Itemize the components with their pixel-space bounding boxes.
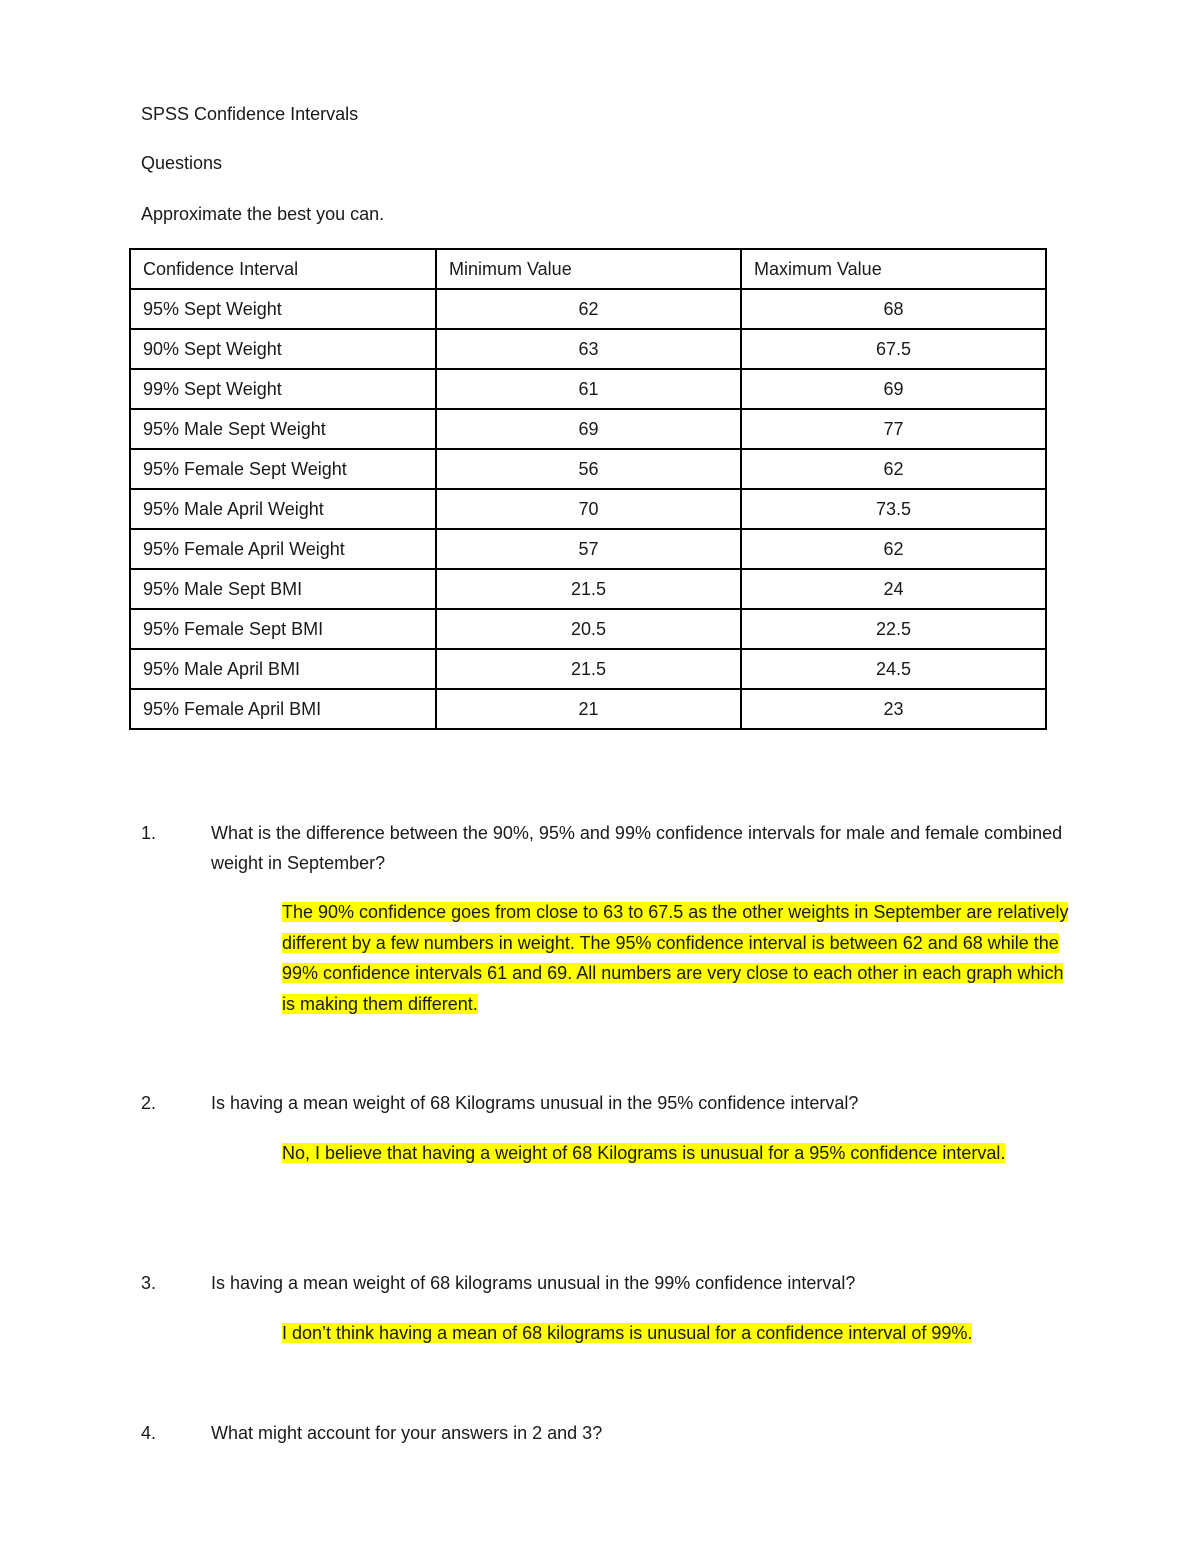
answer-1 — [282, 897, 1072, 1019]
question-number: 3. — [141, 1273, 157, 1293]
minimum-value-cell: 21 — [436, 689, 741, 729]
question-text: Is having a mean weight of 68 Kilograms unusual in the 95% confidence interval? — [211, 1093, 859, 1113]
highlighted-answer-text: The 90% confidence goes from close to 63 to 67.5 as the other weights in September are relatively different by a few numbers in weight. The 95% confidence interval is between 62 and 68 while the 99% confidence intervals 61 and 69. All numbers are very close to each other in each graph which is making them different. — [282, 902, 1069, 1014]
minimum-value-cell: 21.5 — [436, 569, 741, 609]
table-row — [130, 409, 1046, 449]
minimum-value-cell: 69 — [436, 409, 741, 449]
question-number: 1. — [141, 823, 157, 843]
confidence-interval-table — [129, 248, 1047, 730]
maximum-value-cell: 24 — [741, 569, 1046, 609]
interval-label-cell: 95% Male Sept Weight — [130, 409, 436, 449]
minimum-value-cell: 20.5 — [436, 609, 741, 649]
header-cell: Minimum Value — [436, 249, 741, 289]
table-row — [130, 369, 1046, 409]
maximum-value-cell: 68 — [741, 289, 1046, 329]
table-header-row — [130, 249, 1046, 289]
interval-label-cell: 95% Female April BMI — [130, 689, 436, 729]
table-row — [130, 649, 1046, 689]
header-cell: Maximum Value — [741, 249, 1046, 289]
minimum-value-cell: 62 — [436, 289, 741, 329]
interval-label-cell: 95% Female Sept BMI — [130, 609, 436, 649]
interval-label-cell: 95% Sept Weight — [130, 289, 436, 329]
answer-2 — [282, 1138, 1022, 1169]
table-row — [130, 609, 1046, 649]
document-title: SPSS Confidence Intervals — [141, 104, 359, 124]
answer-3 — [282, 1318, 1072, 1349]
interval-label-cell: 95% Male April Weight — [130, 489, 436, 529]
instruction-text: Approximate the best you can. — [141, 204, 385, 224]
interval-label-cell: 95% Male Sept BMI — [130, 569, 436, 609]
maximum-value-cell: 73.5 — [741, 489, 1046, 529]
question-text: What is the difference between the 90%, 95% and 99% confidence intervals for male and female combined weight in September? — [211, 823, 1063, 873]
maximum-value-cell: 22.5 — [741, 609, 1046, 649]
minimum-value-cell: 70 — [436, 489, 741, 529]
minimum-value-cell: 21.5 — [436, 649, 741, 689]
maximum-value-cell: 62 — [741, 529, 1046, 569]
table-row — [130, 449, 1046, 489]
table-row — [130, 489, 1046, 529]
maximum-value-cell: 24.5 — [741, 649, 1046, 689]
question-number: 4. — [141, 1423, 157, 1443]
interval-label-cell: 90% Sept Weight — [130, 329, 436, 369]
maximum-value-cell: 77 — [741, 409, 1046, 449]
question-number: 2. — [141, 1093, 157, 1113]
maximum-value-cell: 69 — [741, 369, 1046, 409]
table-row — [130, 689, 1046, 729]
highlighted-answer-text: I don’t think having a mean of 68 kilograms is unusual for a confidence interval of 99%. — [282, 1323, 973, 1343]
interval-label-cell: 95% Male April BMI — [130, 649, 436, 689]
interval-label-cell: 95% Female Sept Weight — [130, 449, 436, 489]
maximum-value-cell: 23 — [741, 689, 1046, 729]
section-heading: Questions — [141, 153, 223, 173]
minimum-value-cell: 57 — [436, 529, 741, 569]
minimum-value-cell: 56 — [436, 449, 741, 489]
table-row — [130, 529, 1046, 569]
highlighted-answer-text: No, I believe that having a weight of 68 Kilograms is unusual for a 95% confidence interval. — [282, 1143, 1006, 1163]
question-text: Is having a mean weight of 68 kilograms unusual in the 99% confidence interval? — [211, 1273, 856, 1293]
question-text: What might account for your answers in 2 and 3? — [211, 1423, 603, 1443]
interval-label-cell: 95% Female April Weight — [130, 529, 436, 569]
maximum-value-cell: 62 — [741, 449, 1046, 489]
table-row — [130, 569, 1046, 609]
minimum-value-cell: 61 — [436, 369, 741, 409]
table-row — [130, 329, 1046, 369]
maximum-value-cell: 67.5 — [741, 329, 1046, 369]
minimum-value-cell: 63 — [436, 329, 741, 369]
header-cell: Confidence Interval — [130, 249, 436, 289]
interval-label-cell: 99% Sept Weight — [130, 369, 436, 409]
table-row — [130, 289, 1046, 329]
